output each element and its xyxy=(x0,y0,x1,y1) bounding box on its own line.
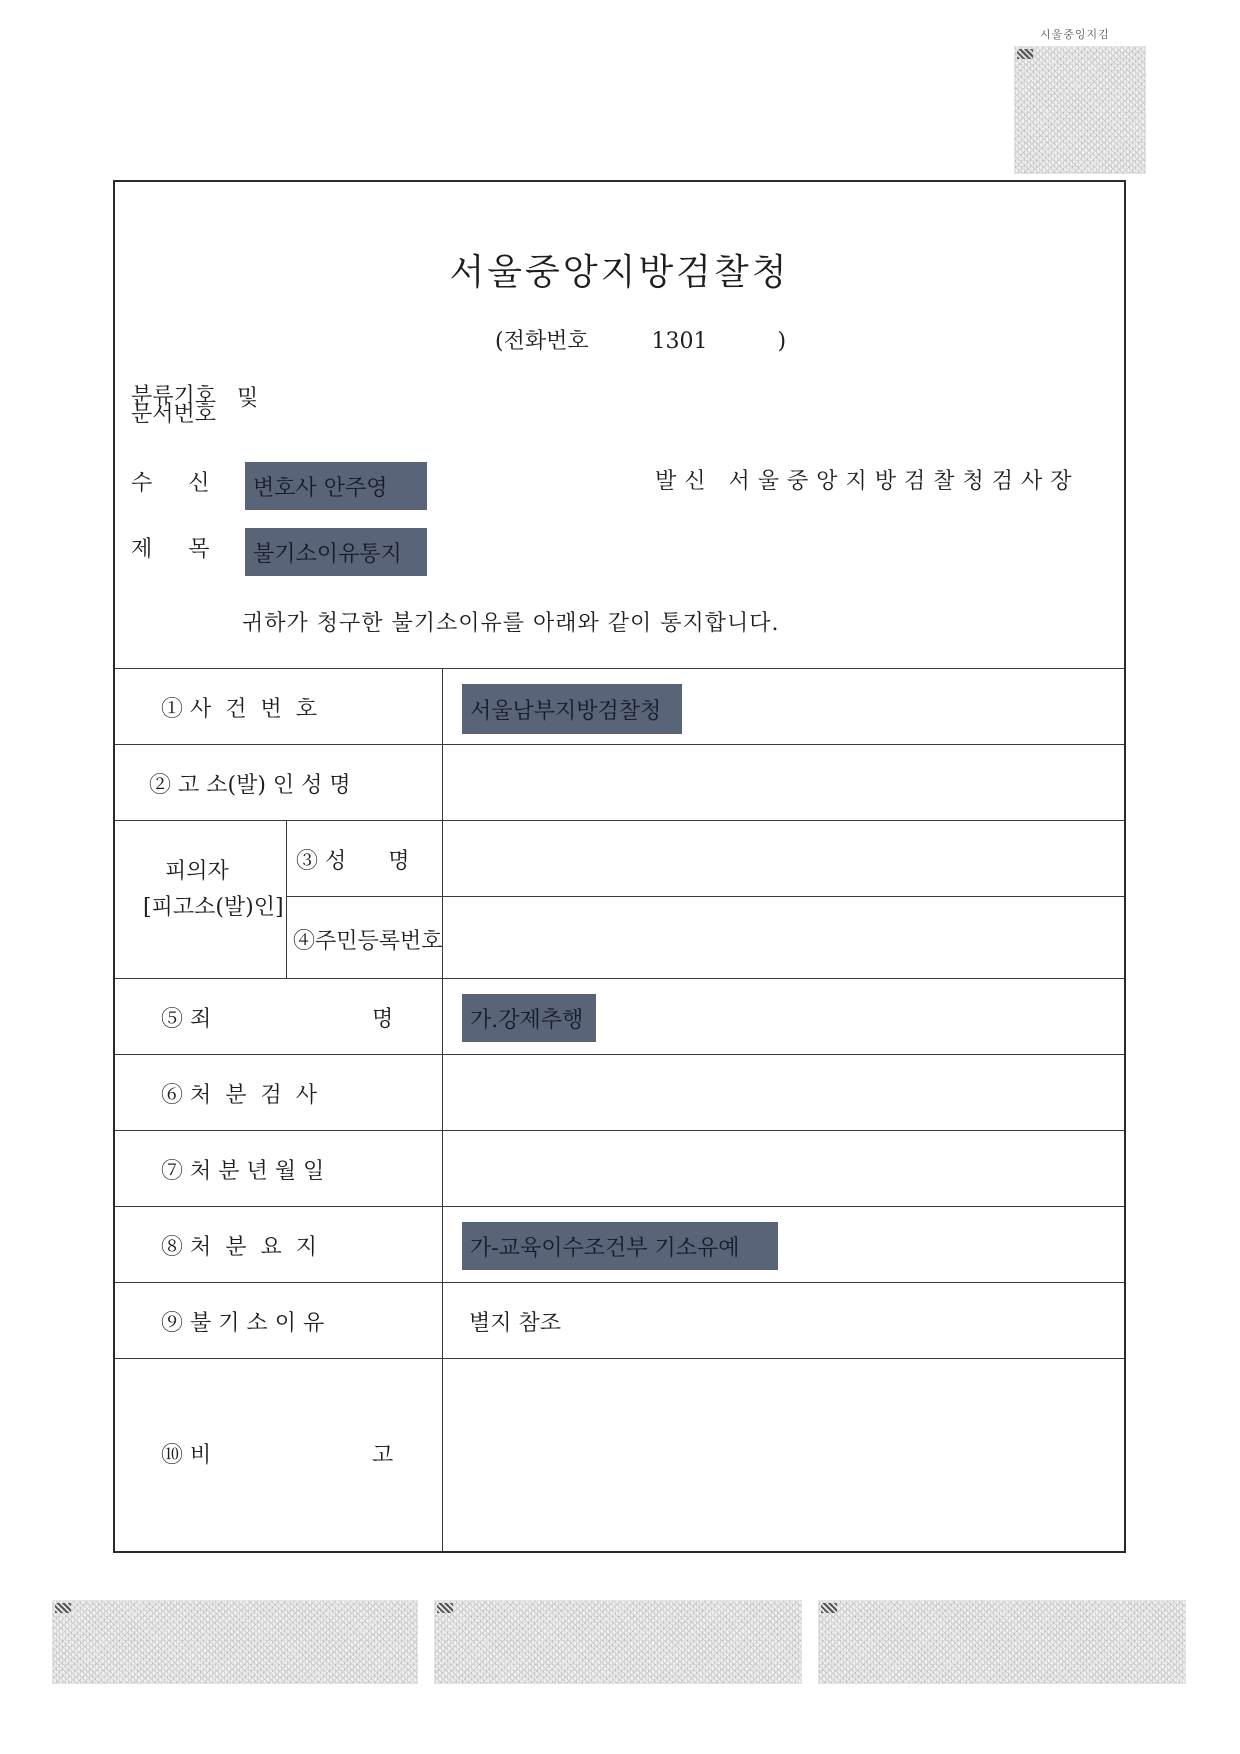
suspect-group-label: 피의자 xyxy=(165,859,229,884)
sender-label: 발신 xyxy=(655,469,714,494)
seal-stamp-image xyxy=(434,1600,802,1684)
suspect-name-label: ③ 성 명 xyxy=(296,849,410,874)
charge-label-end: 명 xyxy=(372,1007,394,1032)
phone-line xyxy=(495,324,786,355)
row-divider xyxy=(286,896,1124,897)
subject-value: 불기소이유통지 xyxy=(245,528,427,576)
phone-suffix: ) xyxy=(777,329,787,354)
non-indictment-reason-label: ⑨ 불 기 소 이 유 xyxy=(161,1311,325,1336)
row-divider xyxy=(115,1282,1124,1283)
disposition-gist-label: ⑧ 처 분 요 지 xyxy=(161,1235,317,1260)
suspect-id-label: ④주민등록번호 xyxy=(293,929,443,954)
row-divider xyxy=(115,1130,1124,1131)
phone-number: 1301 xyxy=(651,329,708,354)
column-divider xyxy=(442,668,443,1551)
document-number-label: 문서번호 xyxy=(131,402,217,427)
classification-and: 및 xyxy=(237,386,259,411)
case-number-label: ① 사 건 번 호 xyxy=(161,697,317,722)
seal-stamp-image xyxy=(1014,46,1146,174)
remarks-label-end: 고 xyxy=(372,1443,394,1468)
seal-stamp-image xyxy=(52,1600,418,1684)
non-indictment-reason-value: 별지 참조 xyxy=(469,1311,562,1336)
recipient-label: 수 신 xyxy=(131,471,210,496)
document-frame xyxy=(113,180,1126,1553)
recipient-value: 변호사 안주영 xyxy=(245,462,427,510)
disposition-gist-value: 가-교육이수조건부 기소유예 xyxy=(462,1222,778,1270)
suspect-group-sublabel: [피고소(발)인] xyxy=(143,895,284,920)
row-divider xyxy=(115,1206,1124,1207)
charge-value: 가.강제추행 xyxy=(462,994,596,1042)
subject-label: 제 목 xyxy=(131,537,210,562)
row-divider xyxy=(115,978,1124,979)
case-number-value: 서울남부지방검찰청 xyxy=(462,684,682,734)
remarks-label: ⑩ 비 xyxy=(161,1443,212,1468)
column-divider xyxy=(286,820,287,978)
charge-label: ⑤ 죄 xyxy=(161,1007,212,1032)
complainant-name-label: ② 고 소(발) 인 성 명 xyxy=(149,773,351,798)
row-divider xyxy=(115,820,1124,821)
row-divider xyxy=(115,1054,1124,1055)
seal-label: 시울중잉지김 xyxy=(1040,28,1110,41)
document-title: 서울중앙지방검찰청 xyxy=(449,252,790,293)
disposition-date-label: ⑦ 처 분 년 월 일 xyxy=(161,1159,325,1184)
notice-text: 귀하가 청구한 불기소이유를 아래와 같이 통지합니다. xyxy=(242,611,780,636)
classification-code-label: 분류기호 xyxy=(131,384,217,409)
row-divider xyxy=(115,1358,1124,1359)
row-divider xyxy=(115,668,1124,669)
prosecutor-label: ⑥ 처 분 검 사 xyxy=(161,1083,317,1108)
sender-line xyxy=(655,464,1080,495)
phone-prefix: (전화번호 xyxy=(495,329,589,354)
row-divider xyxy=(115,744,1124,745)
seal-stamp-image xyxy=(818,1600,1186,1684)
classification-label xyxy=(131,384,259,427)
sender-value: 서울중앙지방검찰청검사장 xyxy=(728,469,1080,494)
